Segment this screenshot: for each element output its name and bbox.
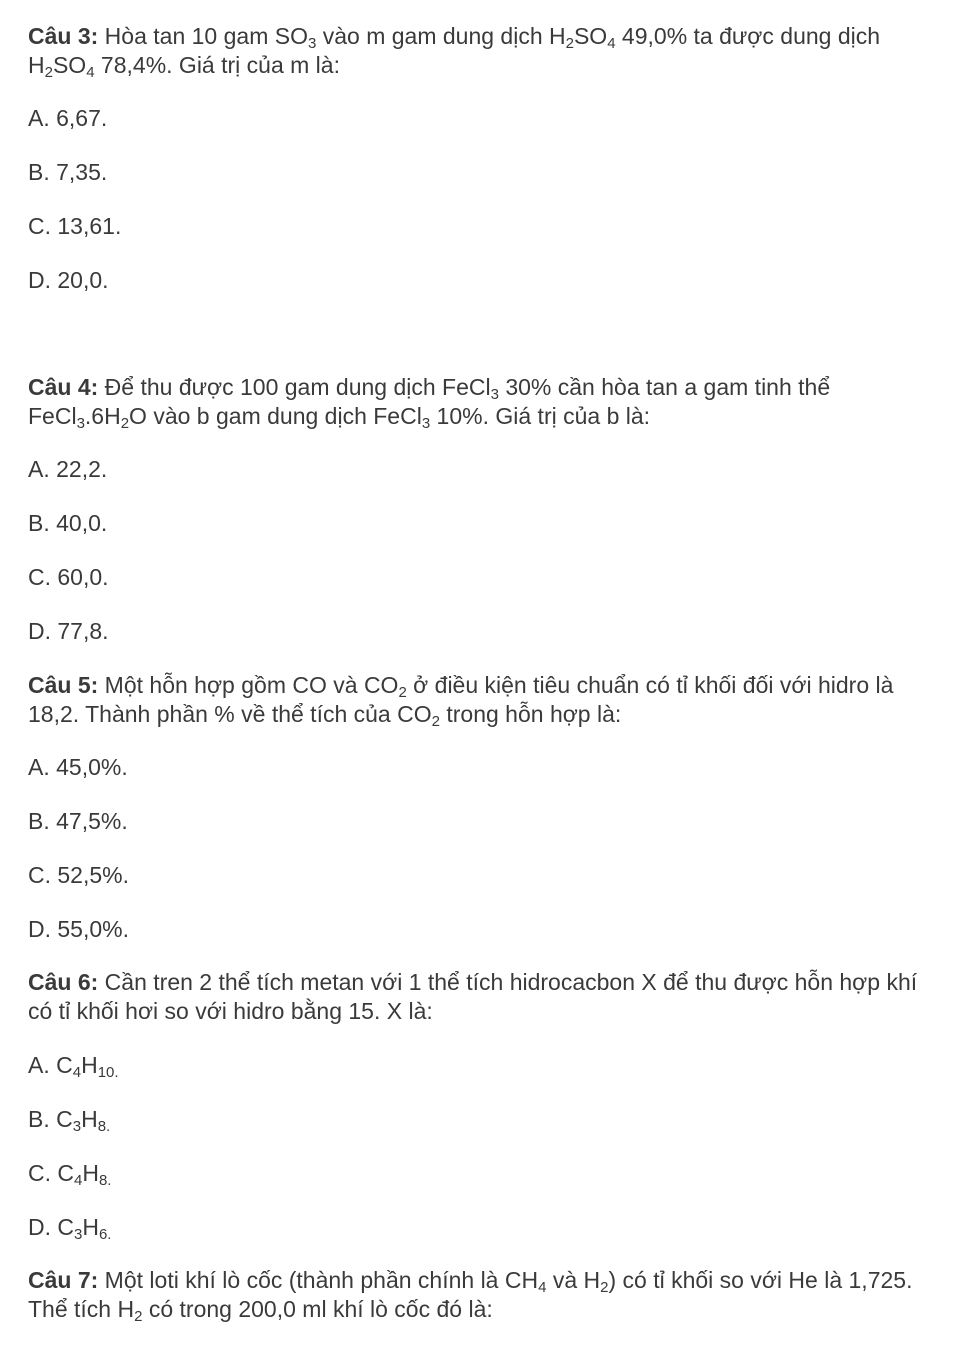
option-c: C. 13,61. xyxy=(28,213,122,239)
option-d: D. $C_3H_{6.}$ xyxy=(28,1214,112,1243)
subscript: 2 xyxy=(44,64,53,81)
question-label: Câu 4: xyxy=(28,374,99,400)
option-b: B. 7,35. xyxy=(28,159,108,185)
subscript: 6. xyxy=(98,1226,112,1243)
subscript: 4 xyxy=(607,35,616,52)
subscript: 10 xyxy=(97,1064,115,1081)
question-label: Câu 7: xyxy=(28,1267,99,1293)
subscript: 4 xyxy=(72,1064,82,1081)
subscript: 2 xyxy=(431,713,440,730)
option-b: B. 47,5%. xyxy=(28,808,128,834)
option-c: C. $C_4H_{8.}$ xyxy=(28,1160,112,1189)
question-5 xyxy=(28,671,918,729)
subscript: 2 xyxy=(600,1279,609,1296)
subscript: 8. xyxy=(97,1118,111,1135)
question-stem: Một hỗn hợp gồm CO và $CO_2$ ở điều kiện tiêu chuẩn có tỉ khối đối với hidro là 18,2. Thành phần % về thể tích của $CO_2$ trong hỗn hợp là: xyxy=(28,672,894,730)
subscript: 3 xyxy=(307,35,317,52)
subscript: 4 xyxy=(86,64,95,81)
option-a: A. $C_4H_{10.}$ xyxy=(28,1052,119,1081)
option-a: A. 6,67. xyxy=(28,105,108,131)
question-label: Câu 5: xyxy=(28,672,99,698)
question-7 xyxy=(28,1266,918,1324)
subscript: 3 xyxy=(72,1118,82,1135)
question-4 xyxy=(28,373,918,431)
subscript: 3 xyxy=(490,386,499,403)
question-stem: Cần tren 2 thể tích metan với 1 thể tích hidrocacbon X để thu được hỗn hợp khí có tỉ khối hơi so với hidro bằng 15. X là: xyxy=(28,969,918,1024)
subscript: 3 xyxy=(76,415,85,432)
subscript: 2 xyxy=(134,1308,143,1325)
question-label: Câu 3: xyxy=(28,23,99,49)
option-d: D. 55,0%. xyxy=(28,916,129,942)
subscript: 4 xyxy=(74,1172,83,1189)
option-a: A. 22,2. xyxy=(28,456,108,482)
subscript: 4 xyxy=(538,1279,547,1296)
option-c: C. 52,5%. xyxy=(28,862,129,888)
subscript: . xyxy=(114,1064,119,1081)
question-6 xyxy=(28,968,918,1026)
option-d: D. 77,8. xyxy=(28,618,109,644)
question-stem: Hòa tan 10 gam $SO_3$ vào m gam dung dịch $H_2SO_4$ 49,0% ta được dung dịch $H_2SO_4$ 78,4%. Giá trị của m là: xyxy=(28,23,881,81)
question-stem: Để thu được 100 gam dung dịch FeCl$_3$ 30% cần hòa tan a gam tinh thể $FeCl_3.6H_2O$ vào b gam dung dịch FeCl$_3$ 10%. Giá trị của b là: xyxy=(28,374,831,432)
option-c: C. 60,0. xyxy=(28,564,109,590)
option-d: D. 20,0. xyxy=(28,267,109,293)
option-a: A. 45,0%. xyxy=(28,754,128,780)
subscript: 3 xyxy=(74,1226,83,1243)
question-label: Câu 6: xyxy=(28,969,99,995)
subscript: 8. xyxy=(98,1172,112,1189)
question-3 xyxy=(28,22,918,80)
subscript: 2 xyxy=(565,35,574,52)
option-b: B. 40,0. xyxy=(28,510,108,536)
subscript: 3 xyxy=(421,415,431,432)
subscript: 2 xyxy=(398,684,407,701)
question-stem: Một loti khí lò cốc (thành phần chính là $CH_4$ và $H_2$) có tỉ khối so với He là 1,725. Thể tích $H_2$ có trong 200,0 ml khí lò cốc đó là: xyxy=(28,1267,913,1325)
subscript: 2 xyxy=(120,415,130,432)
option-b: B. $C_3H_{8.}$ xyxy=(28,1106,111,1135)
